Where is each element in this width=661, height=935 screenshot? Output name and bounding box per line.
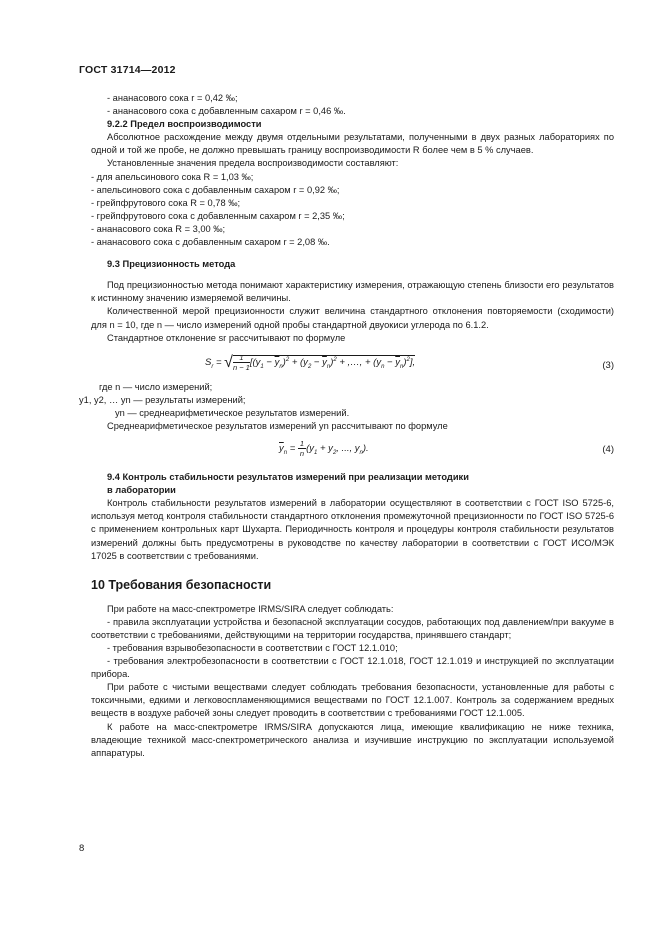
list-item: - для апельсинового сока R = 1,03 ‰; (91, 171, 254, 182)
paragraph: Контроль стабильности результатов измерений в лаборатории осуществляют в соответствии с ГОСТ ISO 5725-6, используя метод контроля стабильности стандартного отклонения промежуточной прецизионности по ГОСТ ISO 5725-6 с применением контрольных карт Шухарта. Периодичность контроля и процедуры контроля стабильности результатов измерений должны быть предусмотрены в руководстве по качеству лаборатории в соответствии с ГОСТ ИСО/МЭК 17025 в соответствии с требованиями. (91, 498, 614, 561)
section-heading-9-3: 9.3 Прецизионность метода (107, 259, 236, 270)
list-item: - ананасового сока r = 0,42 ‰; (107, 93, 238, 103)
list-item: - грейпфрутового сока R = 0,78 ‰; (91, 197, 241, 208)
paragraph: При работе с чистыми веществами следует соблюдать требования безопасности, установленные для работы с токсичными, едкими и легковоспламеняющимися веществами по ГОСТ 12.1.007. Контроль за содержанием вредных веществ в воздухе рабочей зоны следует проводить в соответствии с требованиями ГОСТ 12.1.005. (91, 682, 614, 719)
paragraph: Установленные значения предела воспроизводимости составляют: (107, 158, 399, 169)
formula-3 (91, 345, 614, 381)
formula-3-number: (3) (602, 359, 614, 371)
page-number: 8 (79, 843, 85, 854)
formula-3-expression: $S_r$ = √ $\frac{1}{n - 1}$ [$(y_1 - \overline{y}_n)^2 + (y_2 - \overline{y}_n)^2$ + ,…, + $(y_n - \overline{y}_n)^2$], (205, 352, 416, 372)
section-heading-10: 10 Требования безопасности (91, 577, 272, 592)
formula-4 (91, 433, 614, 463)
paragraph: К работе на масс-спектрометре IRMS/SIRA допускаются лица, имеющие квалификацию не ниже техника, владеющие техникой масс-спектрометрического анализа и изучившие инструкцию по эксплуатации используемой аппаратуры. (91, 721, 614, 758)
formula-legend: где n — число измерений; (99, 381, 213, 392)
list-item: - правила эксплуатации устройства и безопасной эксплуатации сосудов, работающих под давлением/при вакууме в соответствии с требованиями, действующими на территории государства, принявшего стандарт; (91, 616, 614, 640)
formula-legend: yn — среднеарифметическое результатов измерений. (115, 407, 350, 418)
paragraph: При работе на масс-спектрометре IRMS/SIRA следует соблюдать: (107, 603, 394, 614)
document-body (79, 92, 614, 760)
paragraph: Стандартное отклонение sr рассчитывают по формуле (107, 332, 346, 343)
paragraph: Количественной мерой прецизионности служит величина стандартного отклонения повторяемости (сходимости) для n = 10, где n — число измерений одной пробы стандартной двуокиси углерода по 6.1.2. (91, 306, 614, 330)
section-heading-9-4: 9.4 Контроль стабильности результатов измерений при реализации методики (107, 472, 469, 483)
section-heading-9-4-cont: в лаборатории (107, 485, 176, 496)
paragraph: Среднеарифметическое результатов измерений yn рассчитывают по формуле (107, 420, 448, 431)
paragraph: Абсолютное расхождение между двумя отдельными результатами, полученными в двух разных лабораториях по одной и той же пробе, не должно превышать границу воспроизводимости R более чем в 5 % случаев. (91, 132, 614, 156)
list-item: - ананасового сока с добавленным сахаром r = 0,46 ‰. (107, 106, 346, 117)
formula-4-number: (4) (602, 444, 614, 456)
list-item: - требования электробезопасности в соответствии с ГОСТ 12.1.018, ГОСТ 12.1.019 и инструкцией по эксплуатации прибора. (91, 656, 614, 680)
list-item: - требования взрывобезопасности в соответствии с ГОСТ 12.1.010; (107, 643, 398, 653)
list-item: - апельсинового сока с добавленным сахаром r = 0,92 ‰; (91, 184, 340, 195)
list-item: - ананасового сока с добавленным сахаром r = 2,08 ‰. (91, 237, 330, 248)
document-header: ГОСТ 31714—2012 (79, 64, 176, 76)
paragraph: Под прецизионностью метода понимают характеристику измерения, отражающую степень близости его результатов к истинному значению измеряемой величины. (91, 280, 614, 304)
formula-4-expression: $\overline{y}_n$ = $\frac{1}{n}$ ($y_1 + y_2$, ..., $y_n$). (279, 439, 369, 459)
section-heading-9-2-2: 9.2.2 Предел воспроизводимости (107, 119, 262, 130)
list-item: - грейпфрутового сока с добавленным сахаром r = 2,35 ‰; (91, 210, 345, 221)
list-item: - ананасового сока R = 3,00 ‰; (91, 223, 226, 234)
formula-legend: y1, y2, … yn — результаты измерений; (79, 394, 246, 405)
